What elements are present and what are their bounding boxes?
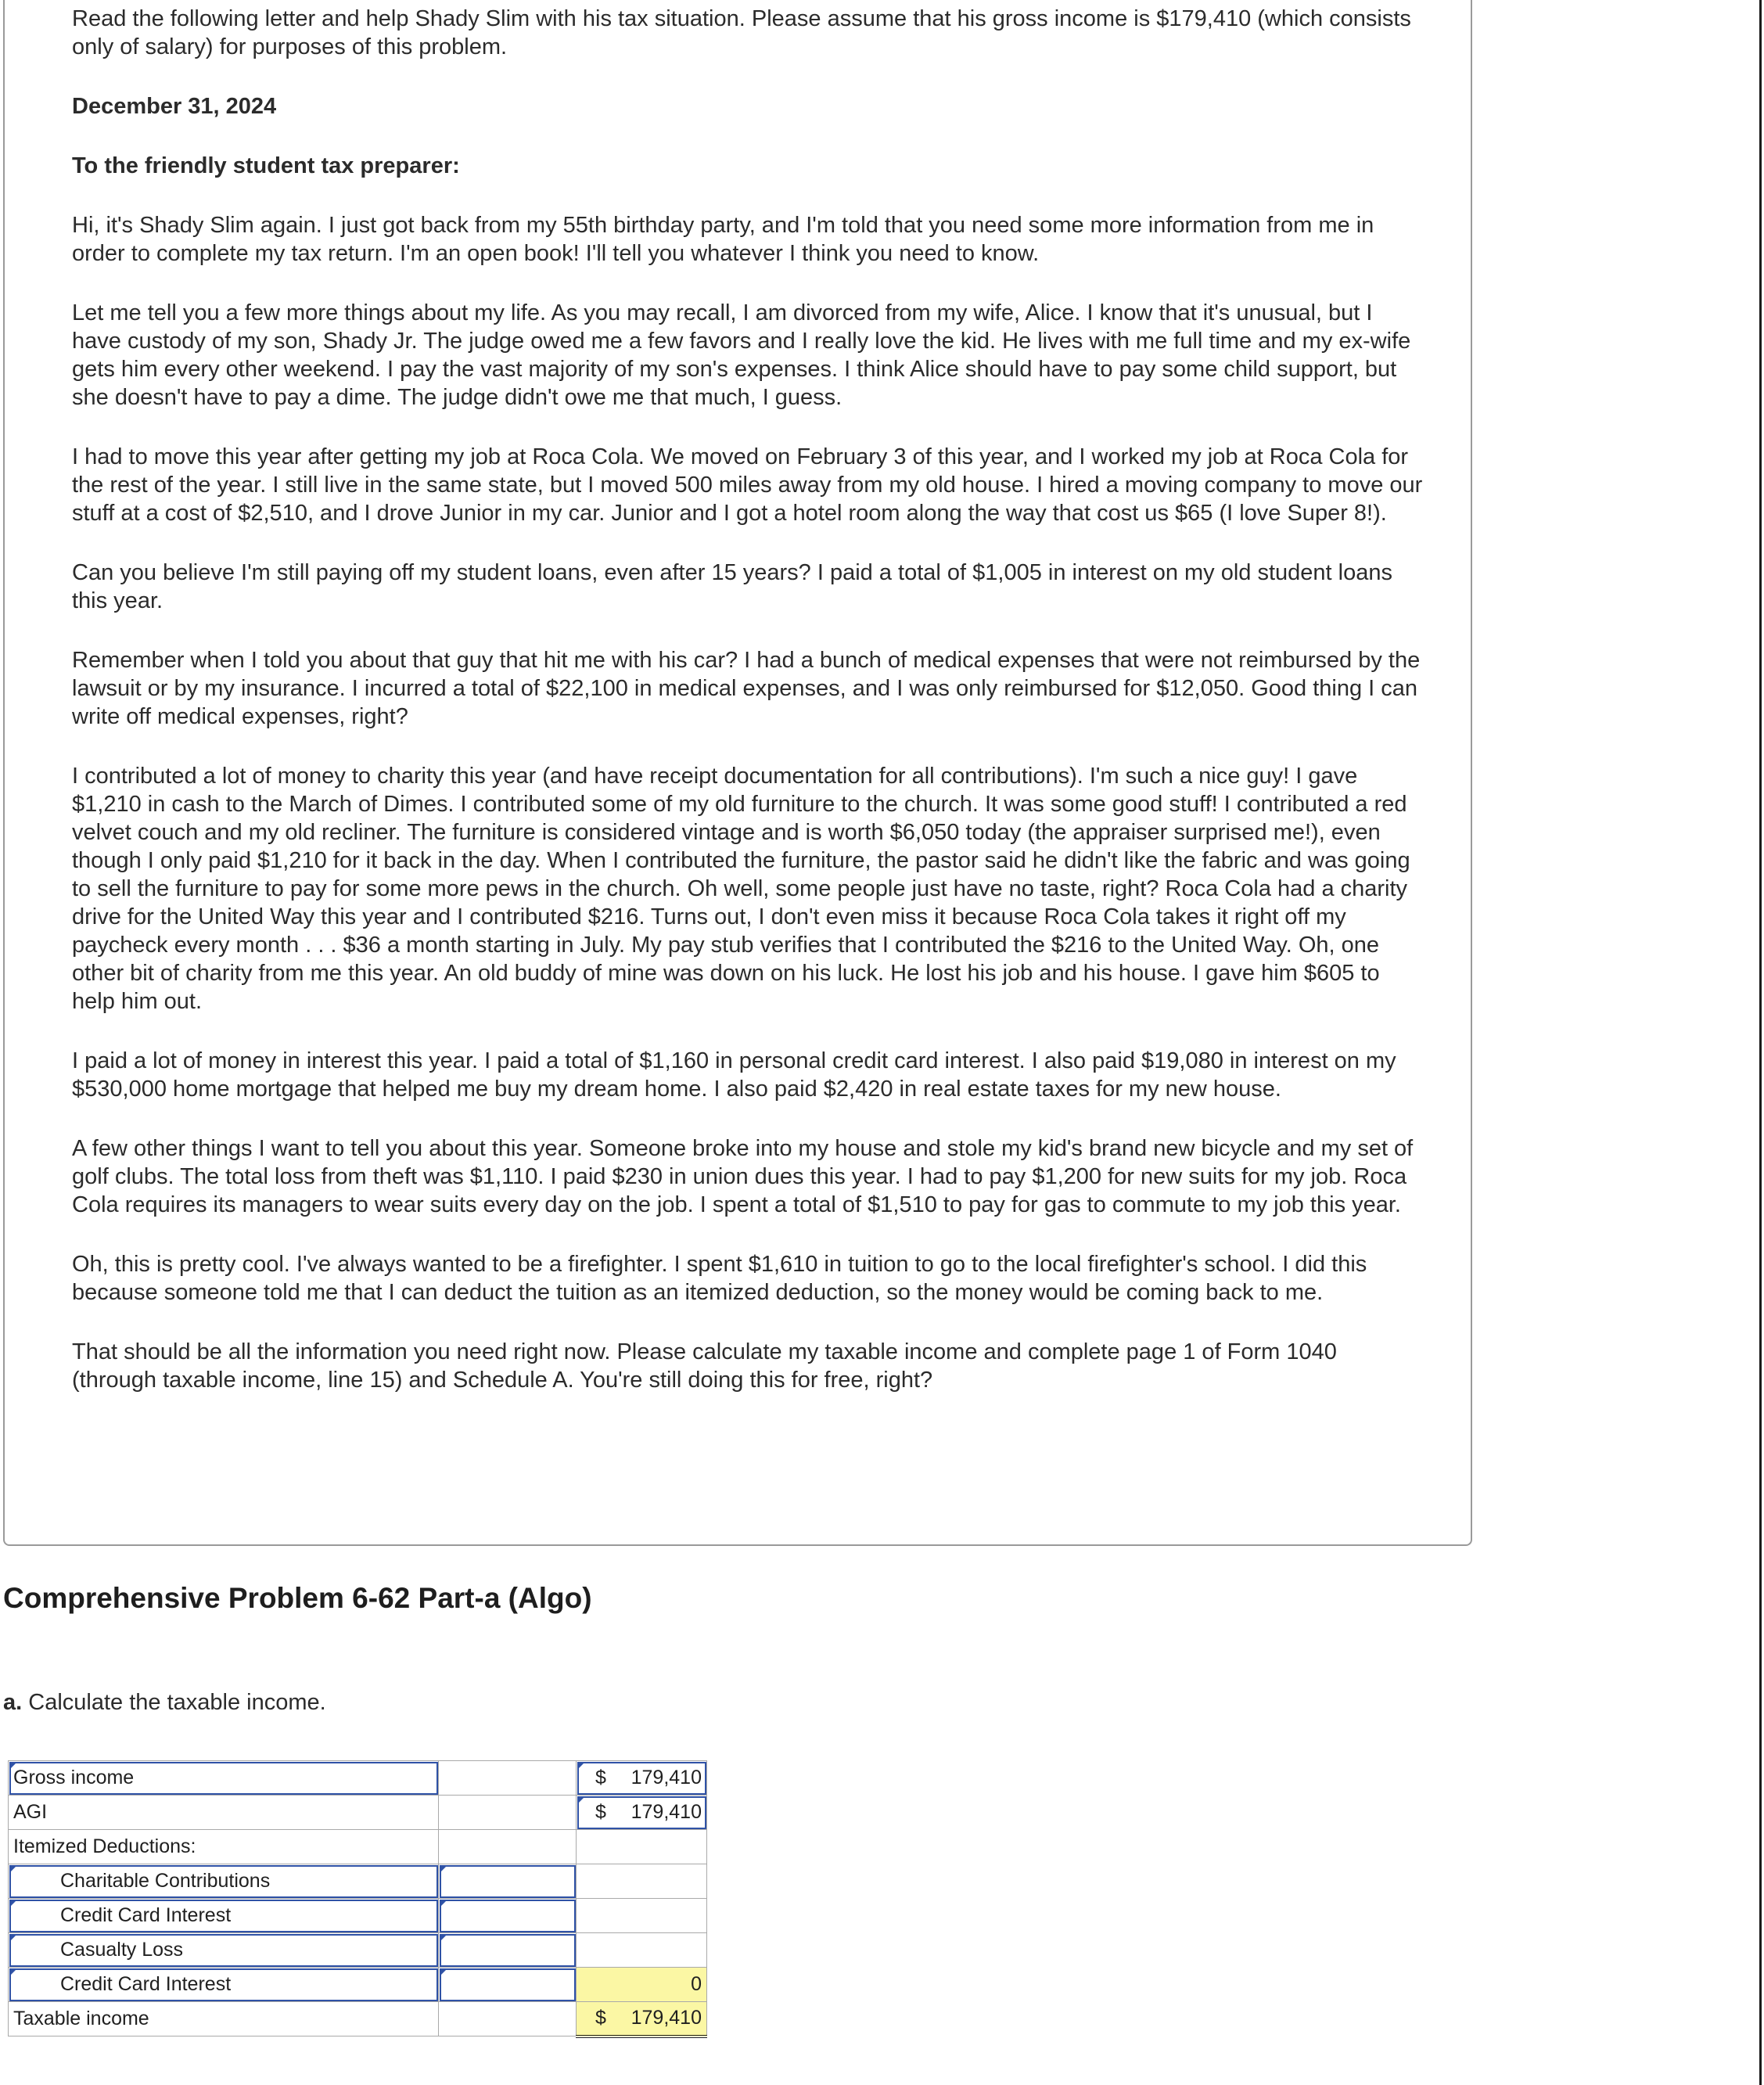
letter-paragraph: Remember when I told you about that guy that hit me with his car? I had a bunch of medical expenses that were not reimbursed by the lawsuit or by my insurance. I incurred a total of $22,100 in medical expenses, and I was only reimbursed for $12,050. Good thing I can write off medical expenses, right? [72, 648, 1421, 729]
credit-card-interest-dropdown[interactable]: Credit Card Interest [9, 1899, 439, 1933]
credit-card-interest-2-mid-input[interactable] [439, 1968, 577, 2002]
gross-income-mid [439, 1761, 577, 1796]
table-row [9, 1761, 707, 1796]
table-row [9, 1864, 707, 1899]
letter-salutation: To the friendly student tax preparer: [72, 153, 460, 178]
letter-paragraph: Let me tell you a few more things about my life. As you may recall, I am divorced from my wife, Alice. I know that it's unusual, but I have custody of my son, Shady Jr. The judge owed me a few favors and I really love the kid. He lives with me full time and my ex-wife gets him every other weekend. I pay the vast majority of my son's expenses. I think Alice should have to pay some child support, but she doesn't have to pay a dime. The judge didn't owe me that much, I guess. [72, 300, 1411, 410]
instruction [3, 1690, 326, 1716]
dollar-sign: $ [595, 1801, 606, 1823]
table-row [9, 1830, 707, 1864]
casualty-loss-mid-input[interactable] [439, 1933, 577, 1968]
taxable-income-mid [439, 2002, 577, 2036]
itemized-deductions-mid [439, 1830, 577, 1864]
instruction-part-label: a. [3, 1690, 23, 1715]
table-row [9, 1933, 707, 1968]
gross-income-label[interactable]: Gross income [9, 1761, 439, 1796]
page-right-border [1759, 0, 1762, 2085]
agi-amount-input[interactable] [577, 1796, 707, 1830]
credit-card-interest-dropdown-2[interactable]: Credit Card Interest [9, 1968, 439, 2002]
taxable-income-amount [577, 2002, 707, 2036]
dollar-sign: $ [595, 1767, 606, 1788]
letter-paragraph: Hi, it's Shady Slim again. I just got back from my 55th birthday party, and I'm told that you need some more information from me in order to complete my tax return. I'm an open book! I'll tell you whatever I think you need to know. [72, 213, 1374, 266]
charitable-contributions-mid-input[interactable] [439, 1864, 577, 1899]
letter-paragraph: I had to move this year after getting my job at Roca Cola. We moved on February 3 of this year, and I worked my job at Roca Cola for the rest of the year. I still live in the same state, but I moved 500 miles away from my old house. I hired a moving company to move our stuff at a cost of $2,510, and I drove Junior in my car. Junior and I got a hotel room along the way that cost us $65 (I love Super 8!). [72, 444, 1423, 526]
letter-paragraph: Oh, this is pretty cool. I've always wanted to be a firefighter. I spent $1,610 in tuition to go to the local firefighter's school. I did this because someone told me that I can deduct the tuition as an itemized deduction, so the money would be coming back to me. [72, 1252, 1367, 1305]
table-row [9, 1796, 707, 1830]
letter-paragraph: I paid a lot of money in interest this year. I paid a total of $1,160 in personal credit card interest. I also paid $19,080 in interest on my $530,000 home mortgage that helped me buy my dream home. I also paid $2,420 in real estate taxes for my new house. [72, 1048, 1396, 1102]
table-row [9, 2002, 707, 2036]
itemized-deductions-amount [577, 1830, 707, 1864]
itemized-deductions-label: Itemized Deductions: [9, 1830, 439, 1864]
letter-date: December 31, 2024 [72, 94, 277, 119]
credit-card-interest-mid-input[interactable] [439, 1899, 577, 1933]
instruction-text: Calculate the taxable income. [28, 1690, 326, 1715]
amount-value: 179,410 [631, 2007, 702, 2029]
letter-paragraph: I contributed a lot of money to charity this year (and have receipt documentation for all contributions). I'm such a nice guy! I gave $1,210 in cash to the March of Dimes. I contributed some of my old furniture to the church. It was some good stuff! I contributed a red velvet couch and my old recliner. The furniture is considered vintage and is worth $6,050 today (the appraiser surprised me!), even though I only paid $1,210 for it back in the day. When I contributed the furniture, the pastor said he didn't like the fabric and was going to sell the furniture to pay for some more pews in the church. Oh well, some people just have no taste, right? Roca Cola had a charity drive for the United Way this year and I contributed $216. Turns out, I don't even miss it because Roca Cola takes it right off my paycheck every month . . . $36 a month starting in July. My pay stub verifies that I contributed the $216 to the United Way. Oh, one other bit of charity from me this year. An old buddy of mine was down on his luck. He lost his job and his house. I gave him $605 to help him out. [72, 764, 1410, 1014]
taxable-income-table [8, 1760, 707, 2038]
charitable-contributions-amount [577, 1864, 707, 1899]
agi-label: AGI [9, 1796, 439, 1830]
itemized-total-amount: 0 [577, 1968, 707, 2002]
letter-paragraph: Can you believe I'm still paying off my student loans, even after 15 years? I paid a total of $1,005 in interest on my old student loans this year. [72, 560, 1392, 613]
casualty-loss-dropdown[interactable]: Casualty Loss [9, 1933, 439, 1968]
taxable-income-label: Taxable income [9, 2002, 439, 2036]
letter-paragraph: That should be all the information you need right now. Please calculate my taxable income and complete page 1 of Form 1040 (through taxable income, line 15) and Schedule A. You're still doing this for free, right? [72, 1339, 1337, 1393]
amount-value: 179,410 [631, 1801, 702, 1823]
gross-income-amount-input[interactable] [577, 1761, 707, 1796]
agi-mid [439, 1796, 577, 1830]
table-row [9, 1968, 707, 2002]
letter-paragraph: A few other things I want to tell you about this year. Someone broke into my house and stole my kid's brand new bicycle and my set of golf clubs. The total loss from theft was $1,110. I paid $230 in union dues this year. I had to pay $1,200 for new suits for my job. Roca Cola requires its managers to wear suits every day on the job. I spent a total of $1,510 to pay for gas to commute to my job this year. [72, 1136, 1414, 1217]
table-row [9, 1899, 707, 1933]
dollar-sign: $ [595, 2007, 606, 2029]
charitable-contributions-dropdown[interactable]: Charitable Contributions [9, 1864, 439, 1899]
letter-content [72, 5, 1425, 1425]
section-title: Comprehensive Problem 6-62 Part-a (Algo) [3, 1582, 592, 1614]
casualty-loss-amount [577, 1933, 707, 1968]
letter-intro: Read the following letter and help Shady Slim with his tax situation. Please assume that his gross income is $179,410 (which consists only of salary) for purposes of this problem. [72, 6, 1411, 59]
letter-box [3, 0, 1472, 1546]
credit-card-interest-amount [577, 1899, 707, 1933]
amount-value: 179,410 [631, 1767, 702, 1788]
